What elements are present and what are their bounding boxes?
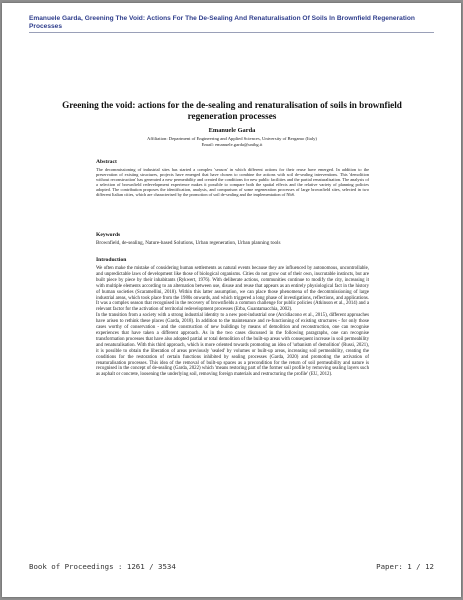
paper-page [2, 3, 461, 597]
introduction-body [96, 266, 369, 378]
footer-page-number: Paper: 1 / 12 [376, 562, 434, 571]
paper-title: Greening the void: actions for the de-sealing and renaturalisation of soils in brownfield regeneration processes [62, 100, 402, 121]
author-affiliation: Affiliation: Department of Engineering and Applied Sciences, University of Bergamo (Italy) [147, 136, 317, 141]
author-email: Email: emanuele.garda@unibg.it [201, 142, 263, 147]
introduction-paragraph: We often make the mistake of considering human settlements as natural events because they are influenced by autonomous, uncontrollable, and unpredictable laws of development like those of biological organisms. Cities do not grow out of their own, inscrutable instincts, but are built piece by piece by their inhabitants (Rykwert, 1976). With deliberate actions, communities continue to modify the city, increasing it with multiple elements according to an alternation between use, disuse and reuse that appears as an entirely physiological fact in the history of human societies (Scaramellini, 2018). Within this latter assumption, we can place those phenomena of the decommissioning of large industrial areas, which took place from the 1980s onwards, and which triggered a long phase of investigations, reflections, and applications. It was a complex season that recognised in the recovery of brownfields a common challenge for public policies (Atkinson et al., 2014) and a relevant factor for the activation of territorial redevelopment processes (Erba, Guantamacchia, 2002). [96, 266, 369, 313]
header-divider [29, 32, 434, 33]
running-head: Emanuele Garda, Greening The Void: Actions For The De-Sealing And Renaturalisation Of Soils In Brownfield Regeneration Processes [29, 15, 415, 30]
introduction-paragraph: In the transition from a society with a strong industrial identity to a new post-industrial one (Arcidiacono et al., 2015), different approaches have arisen to rethink these places (Garda, 2018). In addition to the maintenance and re-functioning of existing structures - for only those cases worthy of conservation - and the construction of new buildings by means of demolition and reconstruction, one can recognise experiences that have taken a different approach. As in the two cases discussed in the following paragraphs, one can recognise transformation processes that have also adopted partial or total demolition of the built-up areas with consequent increase in soil permeability and renaturalisation. With this third approach, which is more oriented towards promoting an idea of 'urbanism of demolition' (Russi, 2021), it is possible to obtain the liberation of areas previously 'sealed' by volumes or built-up areas, increasing soil permeability, creating the conditions for the restoration of certain functions inhibited by sealing processes (Garda, 2020) and promoting the activation of renaturalisation processes. This idea of the removal of built-up spaces as a precondition for the return of soil permeability and nature is recognised in the concept of de-sealing (Garda, 2022) which 'means restoring part of the former soil profile by removing sealing layers such as asphalt or concrete, loosening the underlying soil, removing foreign materials and restructuring the profile' (EU, 2012). [96, 313, 369, 378]
abstract-heading: Abstract [96, 159, 117, 165]
abstract-text: The decommissioning of industrial sites has started a complex 'season' in which different actions for their reuse have emerged. In addition to the preservation of existing structures, projects have emerged that have chosen to combine the actions with soil de-sealing interventions. This 'demolition without reconstruction' has generated a new permeability and created the conditions for new public facilities and the partial renaturalisation. The analysis of a selection of brownfield redevelopment experience makes it possible to compare both the spatial effects and the relative variety of planning policies adopted. The contribution proposes the identification, analysis, and comparison of some regeneration processes of large brownfield sites, selected in two different Italian cities, which are characterised by the promotion of soil de-sealing and the implementation of NbS. [96, 167, 369, 198]
author-name: Emanuele Garda [208, 127, 256, 134]
keywords-heading: Keywords [96, 232, 121, 238]
introduction-heading: Introduction [96, 257, 127, 263]
keywords-text: Brownfield, de-sealing, Nature-based Solutions, Urban regeneration, Urban planning tools [96, 240, 281, 246]
footer-proceedings: Book of Proceedings : 1261 / 3534 [29, 562, 176, 571]
